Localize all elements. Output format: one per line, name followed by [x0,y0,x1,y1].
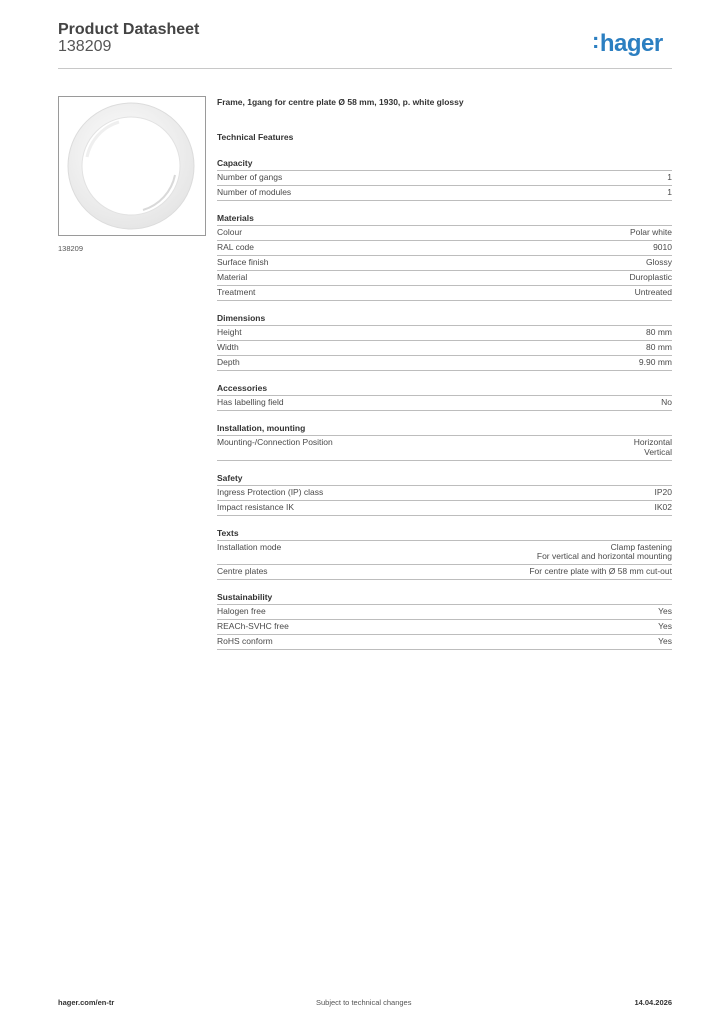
spec-row [217,256,672,271]
spec-section [217,212,672,301]
spec-value-line: 9010 [653,242,672,252]
footer-website-link[interactable]: hager.com/en-tr [58,998,115,1007]
spec-value [661,398,672,408]
footer-date: 14.04.2026 [634,998,672,1007]
round-frame-icon [59,97,205,235]
spec-label: Material [217,272,248,282]
spec-section [217,422,672,461]
spec-section [217,527,672,581]
spec-value [658,607,672,617]
spec-label: Has labelling field [217,397,284,407]
spec-row [217,605,672,620]
spec-row [217,171,672,186]
spec-value [639,358,672,368]
spec-value [635,288,672,298]
spec-value-line: For vertical and horizontal mounting [536,551,672,561]
product-title: Frame, 1gang for centre plate Ø 58 mm, 1930, p. white glossy [217,97,464,107]
spec-row [217,356,672,371]
spec-value [658,637,672,647]
spec-value-line: No [661,397,672,407]
spec-row [217,486,672,501]
spec-row [217,186,672,201]
page-title: Product Datasheet [58,21,200,38]
spec-value-line: Yes [658,621,672,631]
section-title: Accessories [217,382,672,396]
spec-row [217,326,672,341]
section-title: Dimensions [217,312,672,326]
spec-value-line: Untreated [634,287,672,297]
spec-value-line: 1 [667,187,672,197]
spec-row [217,541,672,566]
section-title: Capacity [217,157,672,171]
spec-label: Halogen free [217,606,266,616]
spec-label: Impact resistance IK [217,501,295,512]
spec-value-line: 1 [667,172,672,182]
spec-value-line: Clamp fastening [610,541,672,552]
spec-label: RoHS conform [217,636,273,646]
brand-logo [592,30,663,56]
spec-value [634,438,672,457]
logo-dots-icon: : [592,28,599,53]
section-title: Texts [217,527,672,541]
spec-value [529,567,672,577]
spec-value [655,488,673,498]
footer-notice: Subject to technical changes [316,998,412,1007]
spec-label: REACh-SVHC free [217,621,289,631]
spec-label: Number of gangs [217,172,283,182]
spec-value [653,243,672,253]
spec-label: Ingress Protection (IP) class [217,486,324,497]
spec-label: Colour [217,227,243,237]
spec-value-line: Polar white [629,227,672,237]
spec-label: Installation mode [217,541,282,552]
spec-label: Width [217,342,239,352]
section-title: Sustainability [217,591,672,605]
spec-section [217,312,672,371]
spec-row [217,436,672,461]
spec-value [667,188,672,198]
spec-section [217,591,672,650]
spec-value-line: 80 mm [646,342,672,352]
spec-value-line: Yes [658,606,672,616]
spec-value-line: For centre plate with Ø 58 mm cut-out [529,566,672,576]
spec-label: Treatment [217,287,256,297]
product-details [217,96,672,661]
spec-section [217,157,672,201]
spec-row [217,396,672,411]
spec-row [217,565,672,580]
section-title: Materials [217,212,672,226]
spec-label: Depth [217,357,240,367]
spec-value [537,543,672,562]
spec-value-line: IP20 [654,486,672,497]
spec-value [646,258,672,268]
spec-row [217,635,672,650]
product-number: 138209 [58,38,112,55]
spec-value [646,328,672,338]
spec-value-line: 80 mm [646,327,672,337]
spec-value [667,173,672,183]
spec-row [217,241,672,256]
spec-label: RAL code [217,242,255,252]
header-divider [58,68,672,69]
spec-label: Height [217,327,242,337]
section-title: Safety [217,472,672,486]
spec-label: Centre plates [217,566,268,576]
spec-value-line: Horizontal [633,437,672,447]
spec-label: Number of modules [217,187,292,197]
spec-value-line: Yes [658,636,672,646]
spec-row [217,271,672,286]
spec-label: Surface finish [217,257,269,267]
spec-value-line: Duroplastic [629,272,672,282]
technical-sections [217,157,672,650]
spec-value-line: Glossy [646,257,672,267]
logo-text: hager [599,30,663,57]
spec-value [629,273,672,283]
spec-value [658,622,672,632]
spec-row [217,286,672,301]
spec-row [217,226,672,241]
spec-value-line: Vertical [644,446,672,457]
spec-value [646,343,672,353]
spec-value [655,503,673,513]
spec-row [217,341,672,356]
spec-label: Mounting-/Connection Position [217,437,333,447]
technical-features-heading: Technical Features [217,132,294,142]
spec-value-line: 9.90 mm [638,357,672,367]
spec-section [217,472,672,516]
spec-value-line: IK02 [654,501,672,512]
section-title: Installation, mounting [217,422,672,436]
spec-value [630,228,672,238]
product-image [58,96,206,236]
spec-row [217,620,672,635]
spec-section [217,382,672,411]
image-caption: 138209 [58,244,84,253]
spec-row [217,501,672,516]
